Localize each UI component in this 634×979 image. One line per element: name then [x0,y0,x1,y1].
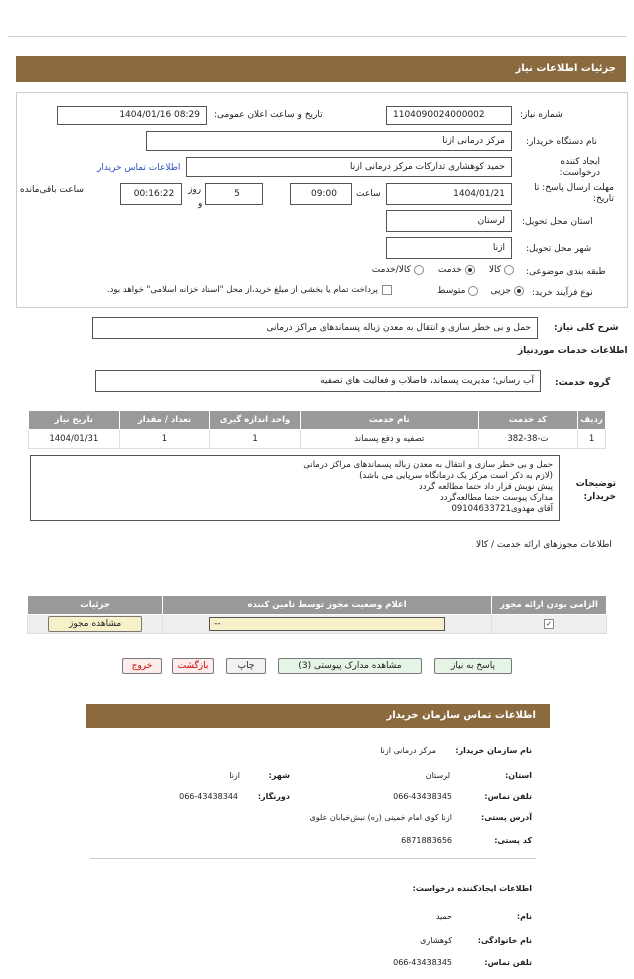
section-divider [90,858,536,859]
description-line: پیش نویش قرار داد حتما مطالعه گردد [418,482,553,492]
view-permit-button[interactable]: مشاهده مجوز [48,616,142,632]
service-group-field: آب رسانی؛ مدیریت پسماند، فاضلاب و فعالیت های تصفیه [95,370,541,392]
service-group-label: گروه خدمت: [555,378,611,388]
announce-field: 1404/01/16 08:29 [57,106,207,125]
description-label: توضیحات خریدار: [575,479,616,502]
col-permit-status: اعلام وضعیت مجوز توسط تامین کننده [163,596,492,615]
payment-note: پرداخت تمام یا بخشی از مبلغ خرید،از محل "اسناد خزانه اسلامی" خواهد بود. [106,285,378,295]
city-label: شهر محل تحویل: [526,244,592,254]
cell-unit: 1 [210,430,301,449]
name-label-footer: نام: [516,912,532,921]
time-label: ساعت [356,189,381,199]
col-qty: تعداد / مقدار [119,411,210,430]
back-button[interactable]: بازگشت [172,658,214,674]
creator-phone-value: 066-43438345 [393,958,452,967]
postal-label-footer: کد پستی: [494,836,532,845]
cell-date: 1404/01/31 [29,430,120,449]
creator-phone-label: تلفن تماس: [484,958,532,967]
address-label-footer: آدرس پستی: [481,813,532,822]
description-line: مدارک پیوست حتما مطالعه‌گردد [440,493,553,503]
creator-field: حمید کوهشاری تدارکات مرکز درمانی ازنا [186,157,512,177]
permit-status-cell [163,615,492,634]
postal-value-footer: 6871883656 [401,836,452,845]
province-label-footer: استان: [505,771,532,780]
days-field: 5 [205,183,263,205]
buyer-contact-link[interactable]: اطلاعات تماس خریدار [97,163,181,173]
radio-selected-icon [465,265,475,275]
category-both-option[interactable]: کالا/خدمت [372,265,424,275]
city-value-footer: ازنا [229,771,240,780]
creator-label: ایجاد کننده درخواست: [559,157,600,178]
city-field: ازنا [386,237,512,259]
attachments-button[interactable]: مشاهده مدارک پیوستی (3) [278,658,422,674]
buyer-label: نام دستگاه خریدار: [526,137,597,147]
page-header: جزئیات اطلاعات نیاز [16,56,626,82]
deadline-date-field: 1404/01/21 [386,183,512,205]
province-label: استان محل تحویل: [522,217,593,227]
category-goods-option[interactable]: کالا [489,265,514,275]
fax-value-footer: 066-43438344 [179,792,238,801]
radio-icon [414,265,424,275]
col-permit-details: جزئیات [28,596,163,615]
family-value-footer: کوهشاری [420,936,452,945]
summary-label: شرح کلی نیاز: [554,323,619,333]
need-number-field: 1104090024000002 [386,106,512,125]
category-service-option[interactable]: خدمت [438,265,475,275]
col-code: کد خدمت [478,411,577,430]
address-value-footer: ازنا کوی امام خمینی (ره) نبش‌خیابان علوی [309,813,452,822]
permit-status-field[interactable]: -- [209,617,445,631]
creator-section-title: اطلاعات ایجادکننده درخواست: [412,884,532,893]
process-partial-option[interactable]: جزیی [490,286,524,296]
announce-label: تاریخ و ساعت اعلان عمومی: [214,110,323,120]
table-row [28,615,607,634]
col-name: نام خدمت [300,411,478,430]
exit-button[interactable]: خروج [122,658,162,674]
buyer-field: مرکز درمانی ازنا [146,131,512,151]
table-row [29,430,606,449]
col-row: ردیف [578,411,606,430]
description-box [30,455,560,521]
treasury-checkbox[interactable] [382,285,392,295]
name-value-footer: حمید [435,912,452,921]
org-label: نام سازمان خریدار: [455,746,532,755]
cell-qty: 1 [119,430,210,449]
permit-required-checkbox[interactable]: ✓ [544,619,554,629]
day-label: روز [188,185,202,195]
org-value: مرکز درمانی ازنا [380,746,436,755]
province-value-footer: لرستان [425,771,450,780]
radio-icon [504,265,514,275]
permit-required-cell [491,615,606,634]
fax-label-footer: دورنگار: [257,792,290,801]
description-line: آقای مهدوی09104633721 [451,504,553,514]
phone-label-footer: تلفن تماس: [484,792,532,801]
description-line: حمل و بی خطر سازی و انتقال به معدن زباله پسماندهای مراکز درمانی [303,460,553,470]
province-field: لرستان [386,210,512,232]
family-label-footer: نام خانوادگی: [477,936,532,945]
col-unit: واحد اندازه گیری [210,411,301,430]
remaining-label: ساعت باقی‌مانده [20,185,84,195]
cell-code: ت-38-382 [478,430,577,449]
summary-field: حمل و بی خطر سازی و انتقال به معدن زباله پسماندهای مراکز درمانی [92,317,538,339]
process-medium-option[interactable]: متوسط [437,286,478,296]
description-line: (لازم به ذکر است مرکز یک درمانگاه سرپایی می باشد) [359,471,553,481]
process-label: نوع فرآیند خرید: [532,288,593,298]
permit-details-cell [28,615,163,634]
permits-title: اطلاعات مجوزهای ارائه خدمت / کالا [476,540,612,550]
deadline-time-field: 09:00 [290,183,352,205]
cell-row: 1 [578,430,606,449]
category-label: طبقه بندی موضوعی: [526,267,606,277]
phone-value-footer: 066-43438345 [393,792,452,801]
deadline-label: مهلت ارسال پاسخ: تا تاریخ: [534,183,614,204]
services-table [28,410,606,449]
and-label: و [198,199,203,209]
print-button[interactable]: چاپ [226,658,266,674]
col-permit-required: الزامی بودن ارائه مجوز [491,596,606,615]
radio-selected-icon [514,286,524,296]
contact-header: اطلاعات تماس سازمان خریدار [86,704,550,728]
need-number-label: شماره نیاز: [520,110,563,120]
reply-button[interactable]: پاسخ به نیاز [434,658,512,674]
col-date: تاریخ نیاز [29,411,120,430]
permits-table [27,595,607,634]
top-divider [8,36,626,37]
city-label-footer: شهر: [268,771,290,780]
remaining-time-field: 00:16:22 [120,183,182,205]
radio-icon [468,286,478,296]
cell-name: تصفیه و دفع پسماند [300,430,478,449]
services-title: اطلاعات خدمات موردنیاز [518,346,628,356]
